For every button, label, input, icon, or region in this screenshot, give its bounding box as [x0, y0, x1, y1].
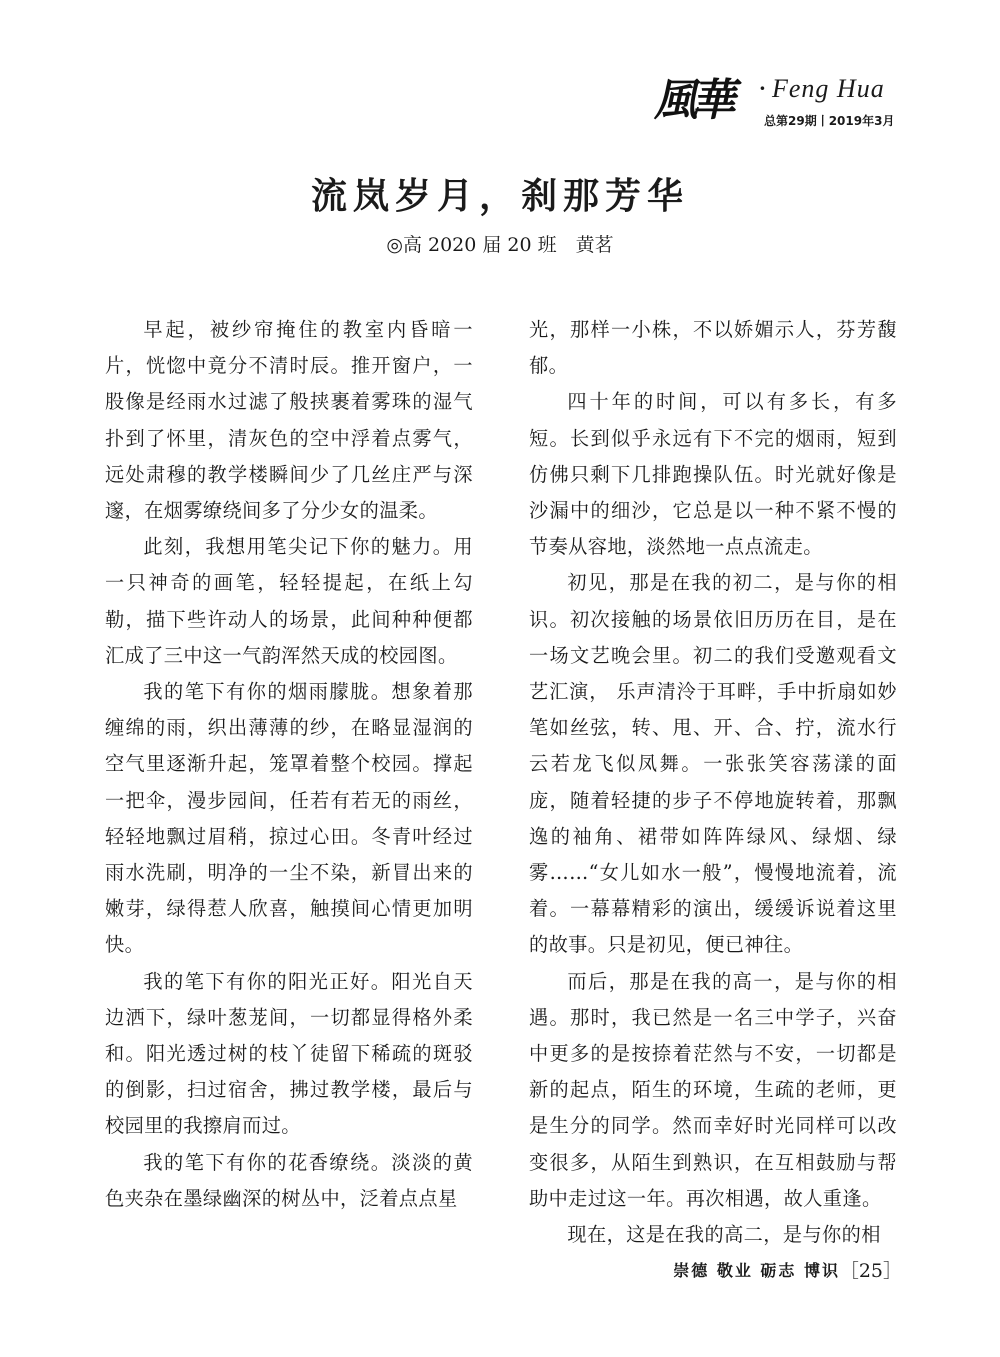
issue-info: 总第29期丨2019年3月	[764, 114, 895, 128]
paragraph: 我的笔下有你的花香缭绕。淡淡的黄色夹杂在墨绿幽深的树丛中，泛着点点星	[105, 1150, 473, 1210]
logo-roman-text: Feng Hua	[772, 74, 885, 103]
article-title: 流岚岁月，刹那芳华	[310, 176, 689, 217]
paragraph: 而后，那是在我的高一，是与你的相遇。那时，我已然是一名三中学子，兴奋中更多的是按捺着茫然与不安，一切都是新的起点，陌生的环境，生疏的老师，更是生分的同学。然而幸好时光同样可以改变很多，从陌生到熟识，在互相鼓励与帮助中走过这一年。再次相遇，故人重逢。	[529, 969, 897, 1210]
school-motto: 崇德 敬业 砺志 博识	[673, 1261, 840, 1280]
page-number: ［25］	[839, 1260, 902, 1282]
paragraph: 我的笔下有你的烟雨朦胧。想象着那缠绵的雨，织出薄薄的纱，在略显湿润的空气里逐渐升起，笼罩着整个校园。撑起一把伞，漫步园间，任若有若无的雨丝，轻轻地飘过眉稍，掠过心田。冬青叶经过雨水洗刷，明净的一尘不染，新冒出来的嫩芽，绿得惹人欣喜，触摸间心情更加明快。	[105, 680, 473, 957]
article-byline: ◎高 2020 届 20 班 黄茗	[386, 234, 614, 256]
paragraph: 现在，这是在我的高二，是与你的相	[567, 1223, 881, 1247]
logo-separator-dot: ·	[758, 72, 767, 105]
page-footer	[0, 1258, 1000, 1288]
paragraph: 此刻，我想用笔尖记下你的魅力。用一只神奇的画笔，轻轻提起，在纸上勾勒，描下些许动人的场景，此间种种便都汇成了三中这一气韵浑然天成的校园图。	[105, 535, 473, 667]
paragraph: 早起，被纱帘掩住的教室内昏暗一片，恍惚中竟分不清时辰。推开窗户，一股像是经雨水过滤了般挟裹着雾珠的湿气扑到了怀里，清灰色的空中浮着点雾气，远处肃穆的教学楼瞬间少了几丝庄严与深邃，在烟雾缭绕间多了分少女的温柔。	[105, 318, 473, 523]
masthead	[651, 64, 898, 132]
paragraph: 四十年的时间，可以有多长，有多短。长到似乎永远有下不完的烟雨，短到仿佛只剩下几排跑操队伍。时光就好像是沙漏中的细沙，它总是以一种不紧不慢的节奏从容地，淡然地一点点流走。	[529, 390, 897, 559]
paragraph: 我的笔下有你的阳光正好。阳光自天边洒下，绿叶葱茏间，一切都显得格外柔和。阳光透过树的枝丫徒留下稀疏的斑驳的倒影，扫过宿舍，拂过教学楼，最后与校园里的我擦肩而过。	[105, 969, 473, 1138]
right-column	[529, 312, 897, 1253]
paragraph-continued: 光，那样一小株，不以娇媚示人，芬芳馥郁。	[529, 318, 897, 378]
left-column	[105, 312, 473, 1217]
feng-hua-logo: 風華	[651, 75, 739, 126]
paragraph: 初见，那是在我的初二，是与你的相识。初次接触的场景依旧历历在目，是在一场文艺晚会里。初二的我们受邀观看文艺汇演， 乐声清泠于耳畔，手中折扇如妙笔如丝弦，转、甩、开、合、拧，流水行云若龙飞似凤舞。一张张笑容荡漾的面庞，随着轻捷的步子不停地旋转着，那飘逸的袖角、裙带如阵阵绿风、绿烟、绿雾……“女儿如水一般”，慢慢地流着，流着。一幕幕精彩的演出，缓缓诉说着这里的故事。只是初见，便已神往。	[529, 571, 897, 957]
